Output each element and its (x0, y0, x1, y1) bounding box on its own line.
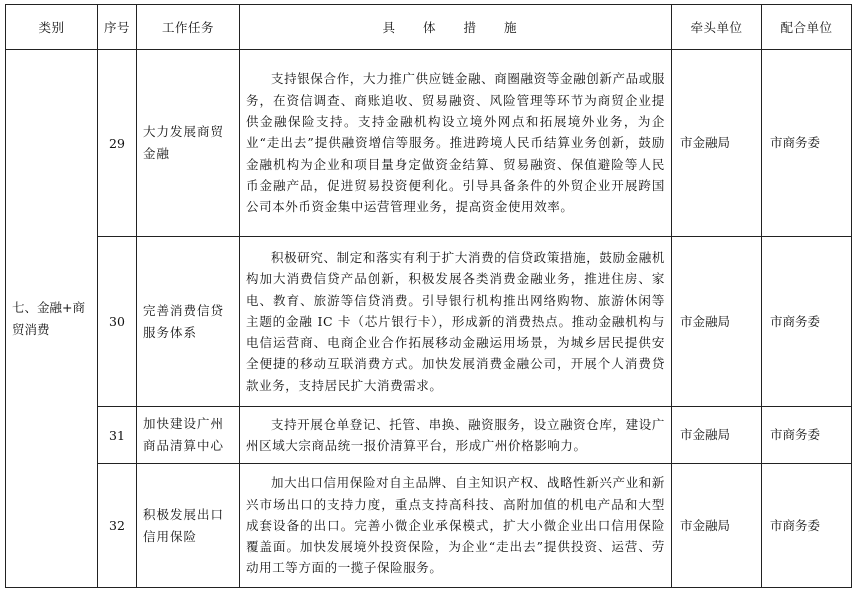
row-number: 29 (98, 50, 137, 237)
row-number: 31 (98, 407, 137, 464)
table-row (6, 407, 852, 464)
header-category: 类别 (6, 5, 98, 50)
policy-table (5, 4, 852, 588)
cooperating-unit: 市商务委 (762, 407, 852, 464)
table-row (6, 464, 852, 588)
lead-unit: 市金融局 (672, 407, 762, 464)
header-lead-unit: 牵头单位 (672, 5, 762, 50)
specific-measures: 支持银保合作，大力推广供应链金融、商圈融资等金融创新产品或服务，在资信调查、商账追收、贸易融资、风险管理等环节为商贸企业提供金融保险支持。支持金融机构设立境外网点和拓展境外业务，为企业“走出去”提供融资增信等服务。推进跨境人民币结算业务创新，鼓励金融机构为企业和项目量身定做资金结算、贸易融资、保值避险等人民币金融产品，促进贸易投资便利化。引导具备条件的外贸企业开展跨国公司本外币资金集中运营管理业务，提高资金使用效率。 (240, 50, 672, 237)
header-task: 工作任务 (137, 5, 240, 50)
table-row (6, 237, 852, 407)
category-cell: 七、金融+商贸消费 (6, 50, 98, 588)
header-number: 序号 (98, 5, 137, 50)
work-task: 积极发展出口信用保险 (137, 464, 240, 588)
lead-unit: 市金融局 (672, 50, 762, 237)
specific-measures: 支持开展仓单登记、托管、串换、融资服务，设立融资仓库，建设广州区域大宗商品统一报价清算平台，形成广州价格影响力。 (240, 407, 672, 464)
work-task: 大力发展商贸金融 (137, 50, 240, 237)
cooperating-unit: 市商务委 (762, 237, 852, 407)
work-task: 加快建设广州商品清算中心 (137, 407, 240, 464)
header-cooperating-unit: 配合单位 (762, 5, 852, 50)
lead-unit: 市金融局 (672, 237, 762, 407)
table-row (6, 50, 852, 237)
specific-measures: 积极研究、制定和落实有利于扩大消费的信贷政策措施，鼓励金融机构加大消费信贷产品创新，积极发展各类消费金融业务，推进住房、家电、教育、旅游等信贷消费。引导银行机构推出网络购物、旅游休闲等主题的金融 IC 卡（芯片银行卡），形成新的消费热点。推动金融机构与电信运营商、电商企业合作拓展移动金融运用场景，为城乡居民提供安全便捷的移动互联消费方式。加快发展消费金融公司，开展个人消费贷款业务，支持居民扩大消费需求。 (240, 237, 672, 407)
header-measures: 具 体 措 施 (240, 5, 672, 50)
header-row (6, 5, 852, 50)
cooperating-unit: 市商务委 (762, 50, 852, 237)
cooperating-unit: 市商务委 (762, 464, 852, 588)
work-task: 完善消费信贷服务体系 (137, 237, 240, 407)
specific-measures: 加大出口信用保险对自主品牌、自主知识产权、战略性新兴产业和新兴市场出口的支持力度，重点支持高科技、高附加值的机电产品和大型成套设备的出口。完善小微企业承保模式，扩大小微企业出口信用保险覆盖面。加快发展境外投资保险，为企业“走出去”提供投资、运营、劳动用工等方面的一揽子保险服务。 (240, 464, 672, 588)
lead-unit: 市金融局 (672, 464, 762, 588)
row-number: 30 (98, 237, 137, 407)
row-number: 32 (98, 464, 137, 588)
